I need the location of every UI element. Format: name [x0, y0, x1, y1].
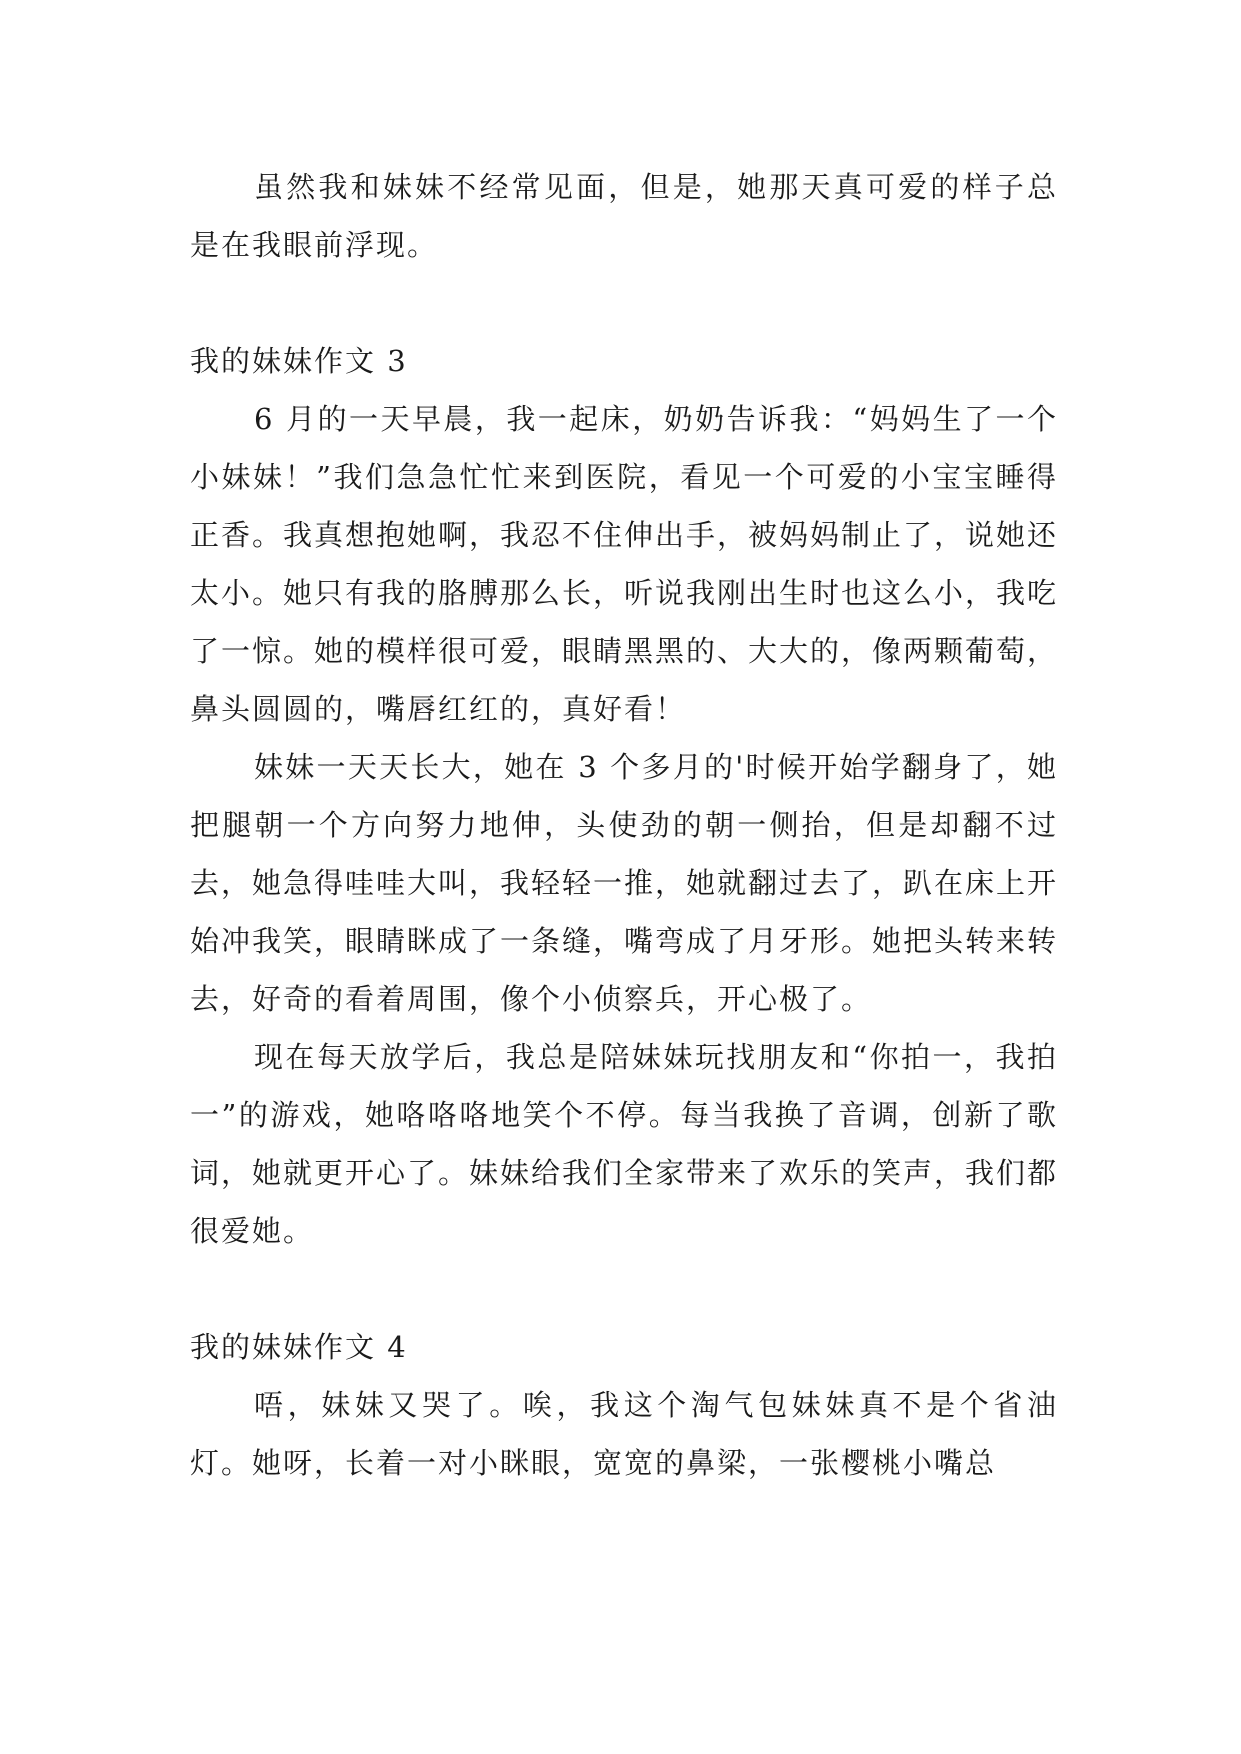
paragraph: 虽然我和妹妹不经常见面，但是，她那天真可爱的样子总是在我眼前浮现。 — [190, 170, 1058, 262]
section-heading: 我的妹妹作文 4 — [190, 1330, 408, 1364]
paragraph: 妹妹一天天长大，她在 3 个多月的'时候开始学翻身了，她把腿朝一个方向努力地伸，头使劲的朝一侧抬，但是却翻不过去，她急得哇哇大叫，我轻轻一推，她就翻过去了，趴在床上开始冲我笑，眼睛眯成了一条缝，嘴弯成了月牙形。她把头转来转去，好奇的看着周围，像个小侦察兵，开心极了。 — [190, 750, 1059, 1016]
section-heading: 我的妹妹作文 3 — [190, 344, 408, 378]
document-body — [190, 158, 1058, 1492]
paragraph: 唔，妹妹又哭了。唉，我这个淘气包妹妹真不是个省油灯。她呀，长着一对小眯眼，宽宽的鼻梁，一张樱桃小嘴总 — [190, 1388, 1058, 1480]
paragraph: 现在每天放学后，我总是陪妹妹玩找朋友和“你拍一，我拍一”的游戏，她咯咯咯地笑个不停。每当我换了音调，创新了歌词，她就更开心了。妹妹给我们全家带来了欢乐的笑声，我们都很爱她。 — [190, 1040, 1059, 1248]
paragraph: 6 月的一天早晨，我一起床，奶奶告诉我：“妈妈生了一个小妹妹！”我们急急忙忙来到医院，看见一个可爱的小宝宝睡得正香。我真想抱她啊，我忍不住伸出手，被妈妈制止了，说她还太小。她只有我的胳膊那么长，听说我刚出生时也这么小，我吃了一惊。她的模样很可爱，眼睛黑黑的、大大的，像两颗葡萄，鼻头圆圆的，嘴唇红红的，真好看！ — [190, 402, 1059, 726]
